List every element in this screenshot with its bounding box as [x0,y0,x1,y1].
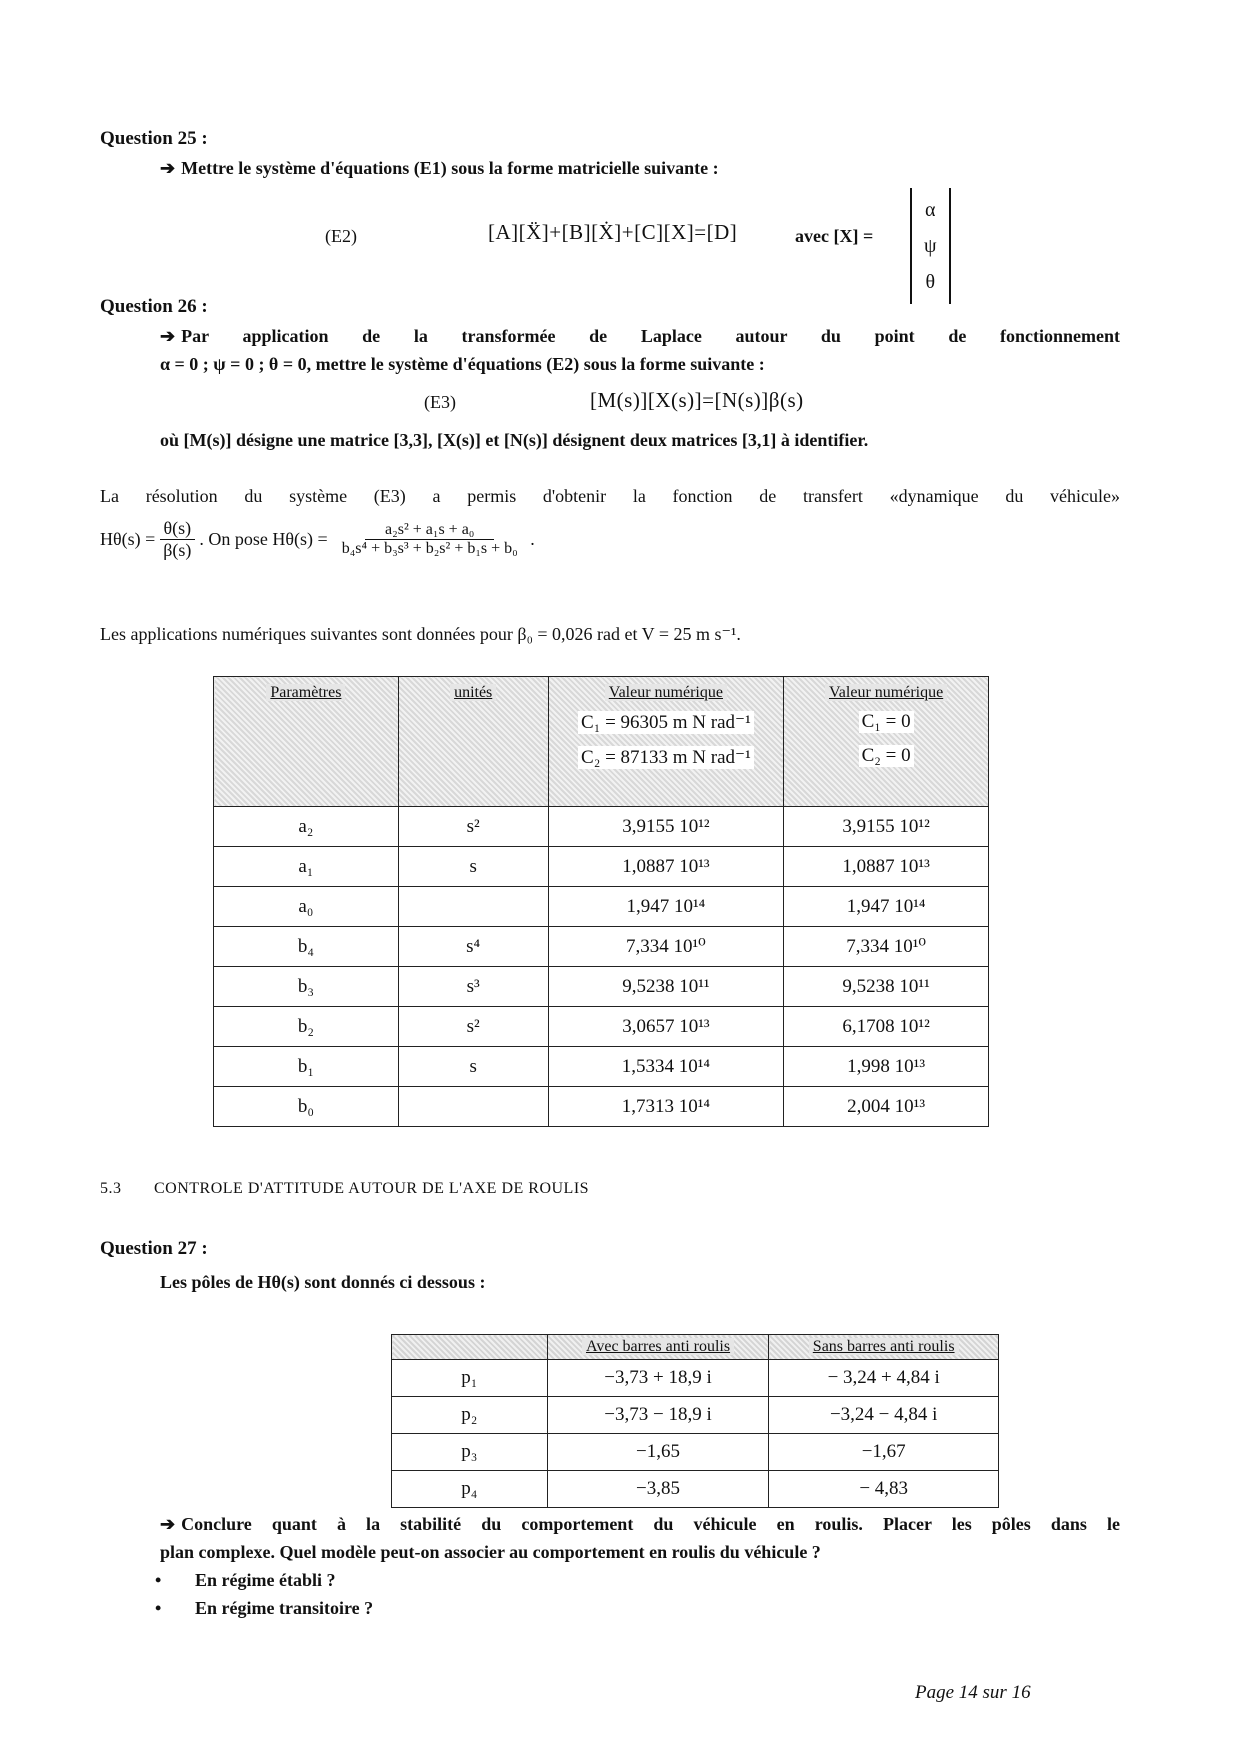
table-row [214,847,989,887]
polynomial-numerator: a₂s² + a₁s + a₀ [365,521,494,540]
poles-table [391,1334,999,1508]
conclude-line-1 [160,1514,1120,1535]
pole-cell: p₂ [392,1397,548,1434]
question-26-description: où [M(s)] désigne une matrice [3,3], [X(s)] et [N(s)] désignent deux matrices [3,1] à identifier. [160,430,869,450]
parameters-table-header [214,677,989,807]
header-unites [398,677,548,807]
avec-cell: −3,73 + 18,9 i [547,1360,769,1397]
c1-value-without: C₁ = 0 [859,711,914,733]
h-theta-fraction [159,518,195,561]
table-row [214,967,989,1007]
question-25-instruction-text: Mettre le système d'équations (E1) sous la forme matricielle suivante : [181,158,719,178]
value-1-cell: 3,0657 10¹³ [548,1007,784,1047]
avec-label: avec [X] = [795,226,874,246]
equation-e2: [A][Ẍ]+[B][Ẋ]+[C][X]=[D] [488,220,738,244]
bullet-text: En régime établi ? [195,1570,336,1590]
bullet-text: En régime transitoire ? [195,1598,374,1618]
param-cell: b₄ [214,927,399,967]
table-row [392,1397,999,1434]
state-vector-bracket [910,188,951,304]
table-row [392,1471,999,1508]
sans-cell: − 3,24 + 4,84 i [769,1360,999,1397]
table-row [214,1047,989,1087]
param-cell: a₂ [214,807,399,847]
polynomial-fraction [338,521,522,558]
pole-cell: p₄ [392,1471,548,1508]
h-theta-def: Hθ(s) = [100,529,156,549]
c2-value-without: C₂ = 0 [859,745,914,767]
polynomial-denominator: b₄s⁴ + b₃s³ + b₂s² + b₁s + b₀ [341,540,518,557]
table-row [214,887,989,927]
vector-psi: ψ [924,235,937,257]
unit-cell [398,1087,548,1127]
unit-cell: s³ [398,967,548,1007]
resolution-text: La résolution du système (E3) a permis d'obtenir la fonction de transfert «dynamique du véhicule» [100,486,1120,506]
arrow-right-icon: ➔ [160,1514,176,1534]
page-number: Page 14 sur 16 [915,1682,1031,1703]
unit-cell: s⁴ [398,927,548,967]
value-1-cell: 1,7313 10¹⁴ [548,1087,784,1127]
question-26-title: Question 26 : [100,296,208,317]
sans-cell: −1,67 [769,1434,999,1471]
sans-cell: − 4,83 [769,1471,999,1508]
table-row [214,927,989,967]
section-heading [100,1180,589,1198]
unit-cell: s² [398,807,548,847]
header-avec-label: Avec barres anti roulis [582,1338,734,1355]
header-valeur-1 [548,677,784,807]
h-theta-denominator: β(s) [163,540,192,560]
equation-e3: [M(s)][X(s)]=[N(s)]β(s) [590,388,804,412]
question-27-title: Question 27 : [100,1238,208,1259]
value-1-cell: 1,0887 10¹³ [548,847,784,887]
pole-cell: p₁ [392,1360,548,1397]
value-1-cell: 3,9155 10¹² [548,807,784,847]
bullet-icon: • [155,1570,162,1590]
question-26-instruction-1-text: Par application de la transformée de Laplace autour du point de fonctionnement [181,326,1120,346]
header-empty [392,1335,548,1360]
h-theta-numerator: θ(s) [160,518,196,540]
vector-alpha: α [925,199,936,221]
bullet-item [155,1570,335,1591]
header-valeur-1-label: Valeur numérique [605,684,727,701]
vector-theta: θ [925,271,936,293]
bullet-item [155,1598,373,1619]
value-2-cell: 1,0887 10¹³ [784,847,989,887]
value-1-cell: 1,5334 10¹⁴ [548,1047,784,1087]
value-1-cell: 1,947 10¹⁴ [548,887,784,927]
value-2-cell: 2,004 10¹³ [784,1087,989,1127]
conclude-line-1-text: Conclure quant à la stabilité du comportement du véhicule en roulis. Placer les pôles dans le [181,1514,1120,1534]
header-valeur-2 [784,677,989,807]
question-26-instruction-2: α = 0 ; ψ = 0 ; θ = 0, mettre le système d'équations (E2) sous la forme suivante : [160,354,765,374]
value-2-cell: 6,1708 10¹² [784,1007,989,1047]
avec-cell: −3,73 − 18,9 i [547,1397,769,1434]
arrow-right-icon: ➔ [160,326,176,346]
applications-text: Les applications numériques suivantes sont données pour β₀ = 0,026 rad et V = 25 m s⁻¹. [100,624,741,644]
header-valeur-2-label: Valeur numérique [825,684,947,701]
equation-e3-label: (E3) [424,392,456,412]
table-row [392,1434,999,1471]
value-1-cell: 7,334 10¹⁰ [548,927,784,967]
param-cell: a₁ [214,847,399,887]
question-26-instruction-1 [160,326,1120,347]
table-row [214,807,989,847]
table-row [214,1007,989,1047]
c2-value-with: C₂ = 87133 m N rad⁻¹ [578,746,754,769]
question-27-intro: Les pôles de Hθ(s) sont donnés ci dessous : [160,1272,486,1292]
value-2-cell: 9,5238 10¹¹ [784,967,989,1007]
table-row [214,1087,989,1127]
arrow-right-icon: ➔ [160,158,176,178]
question-25-instruction [160,158,719,179]
table-row [392,1360,999,1397]
value-2-cell: 1,947 10¹⁴ [784,887,989,927]
unit-cell: s² [398,1007,548,1047]
value-2-cell: 3,9155 10¹² [784,807,989,847]
param-cell: b₂ [214,1007,399,1047]
state-vector [910,188,951,304]
parameters-table [213,676,989,1127]
value-2-cell: 1,998 10¹³ [784,1047,989,1087]
header-parametres-label: Paramètres [266,684,345,701]
header-sans-label: Sans barres anti roulis [809,1338,959,1355]
avec-cell: −3,85 [547,1471,769,1508]
poles-table-header [392,1335,999,1360]
header-sans [769,1335,999,1360]
equation-e2-label: (E2) [325,226,357,246]
transfer-function [100,518,535,561]
value-1-cell: 9,5238 10¹¹ [548,967,784,1007]
value-2-cell: 7,334 10¹⁰ [784,927,989,967]
header-parametres [214,677,399,807]
pole-cell: p₃ [392,1434,548,1471]
sans-cell: −3,24 − 4,84 i [769,1397,999,1434]
on-pose-label: . On pose Hθ(s) = [199,529,328,549]
param-cell: b₃ [214,967,399,1007]
unit-cell: s [398,1047,548,1087]
section-title: CONTROLE D'ATTITUDE AUTOUR DE L'AXE DE ROULIS [154,1180,590,1197]
param-cell: b₀ [214,1087,399,1127]
conclude-line-2: plan complexe. Quel modèle peut-on associer au comportement en roulis du véhicule ? [160,1542,821,1562]
unit-cell [398,887,548,927]
question-25-title: Question 25 : [100,128,208,149]
bullet-icon: • [155,1598,162,1618]
c1-value-with: C₁ = 96305 m N rad⁻¹ [578,711,754,734]
param-cell: a₀ [214,887,399,927]
section-number: 5.3 [100,1180,122,1197]
header-unites-label: unités [450,684,496,701]
header-avec [547,1335,769,1360]
param-cell: b₁ [214,1047,399,1087]
period: . [525,529,535,549]
avec-cell: −1,65 [547,1434,769,1471]
unit-cell: s [398,847,548,887]
